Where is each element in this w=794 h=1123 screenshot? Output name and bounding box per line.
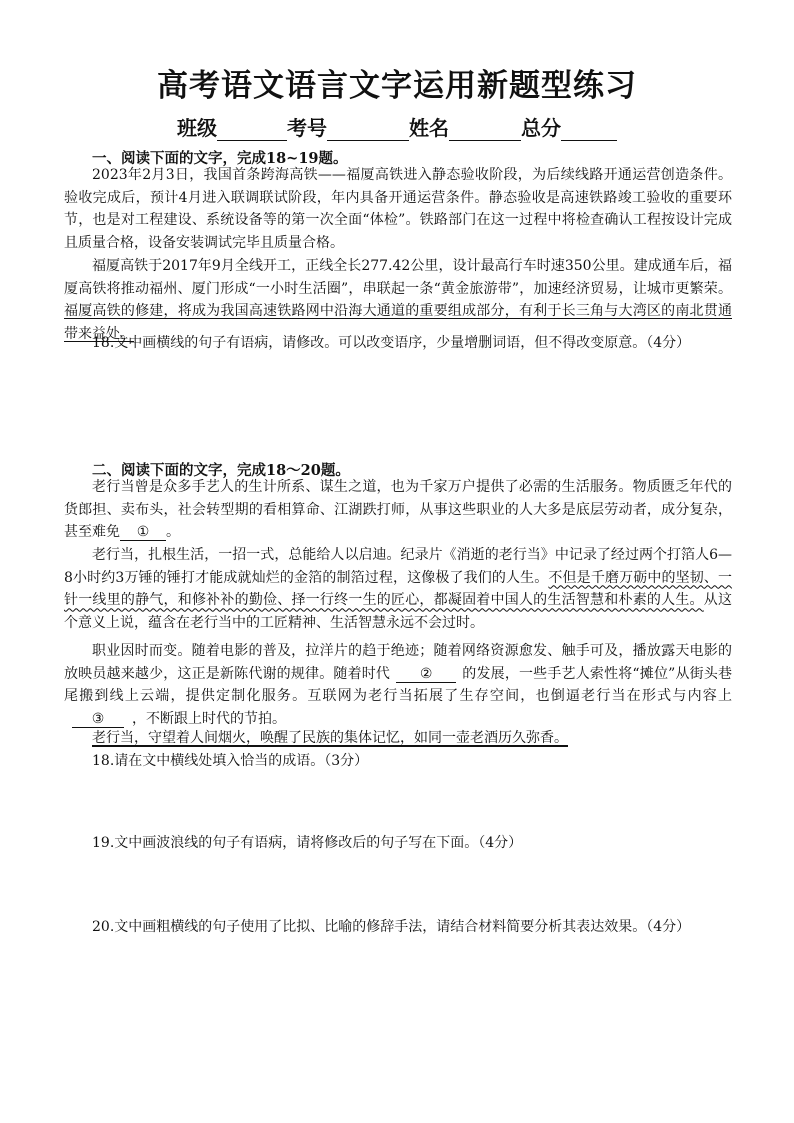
question-20: 20.文中画粗横线的句子使用了比拟、比喻的修辞手法，请结合材料简要分析其表达效果。（4分） (92, 919, 691, 935)
section2-p1-end: 。 (166, 524, 180, 541)
score-blank[interactable] (561, 122, 617, 141)
section1-heading: 一、阅读下面的文字，完成18~19题。 (92, 150, 348, 167)
section2-paragraph-4 (64, 727, 732, 750)
wavy-underlined-sentence: 不但是千磨万砺中的坚韧、一针一线里的静气，和修补补的勤俭、择一行终一生的匠心，都凝固着中国人的生活智慧和朴素的人生。 (64, 569, 733, 609)
section2-paragraph-1 (64, 476, 732, 544)
section1-p2-text: 福厦高铁于2017年9月全线开工，正线全长277.42公里，设计最高行车时速350公里。建成通车后，福厦高铁将推动福州、厦门形成“一小时生活圈”，串联起一条“黄金旅游带”，加速经济贸易，让城市更繁荣。 (64, 258, 732, 297)
section2-p1-text: 老行当曾是众多手艺人的生计所系、谋生之道，也为千家万户提供了必需的生活服务。物质匮乏年代的货郎担、卖布头，社会转型期的看相算命、江湖跌打师，从事这些职业的人大多是底层劳动者，成分复杂，甚至难免 (64, 479, 732, 541)
number-label: 考号 (287, 116, 327, 140)
section1-paragraph-1 (64, 164, 732, 255)
number-blank[interactable] (327, 122, 409, 141)
name-blank[interactable] (449, 122, 521, 141)
section2-p2-end: 从这个意义上说，蕴含在老行当中的工匠精神、生活智慧永远不会过时。 (64, 592, 732, 632)
fill-blank-3[interactable]: ③ (72, 711, 124, 728)
section2-p3-text-b: 的发展，一些手艺人索性将“摊位”从街头巷尾搬到线上云端，提供定制化服务。互联网为老行当拓展了生存空间，也倒逼老行当在形式与内容上 (64, 665, 732, 705)
question-19: 19.文中画波浪线的句子有语病，请将修改后的句子写在下面。（4分） (92, 835, 523, 851)
class-blank[interactable] (217, 122, 287, 141)
fill-blank-2[interactable]: ② (396, 666, 456, 683)
class-label: 班级 (177, 116, 217, 140)
fill-blank-1[interactable]: ① (120, 524, 166, 541)
section2-heading: 二、阅读下面的文字，完成18～20题。 (92, 462, 350, 479)
thick-underlined-sentence: 老行当，守望着人间烟火，唤醒了民族的集体记忆，如同一壶老酒历久弥香。 (92, 730, 568, 746)
section2-paragraph-2 (64, 544, 732, 635)
page-title: 高考语文语言文字运用新题型练习 (157, 68, 637, 104)
section2-p3-text-a: 职业因时而变。随着电影的普及，拉洋片的趋于绝迹；随着网络资源愈发、触手可及，播放露天电影的放映员越来越少，这正是新陈代谢的规律。随着时代 (64, 643, 732, 682)
student-info-line (0, 112, 794, 141)
question-18-section2: 18.请在文中横线处填入恰当的成语。（3分） (92, 753, 369, 769)
underlined-sentence: 福厦高铁的修建，将成为我国高速铁路网中沿海大通道的重要组成部分，有利于长三角与大湾区的南北贯通带来益处。 (64, 303, 732, 343)
section2-p3-text-c: ，不断跟上时代的节拍。 (132, 711, 286, 728)
score-label: 总分 (521, 116, 561, 140)
section2-paragraph-3 (64, 640, 732, 731)
question-18-section1: 18.文中画横线的句子有语病，请修改。可以改变语序，少量增删词语，但不得改变原意。（4分） (92, 335, 691, 351)
name-label: 姓名 (409, 116, 449, 140)
section1-p1-text: 2023年2月3日，我国首条跨海高铁——福厦高铁进入静态验收阶段，为后续线路开通运营创造条件。验收完成后，预计4月进入联调联试阶段，年内具备开通运营条件。静态验收是高速铁路竣工验收的重要环节，也是对工程建设、系统设备等的第一次全面“体检”。铁路部门在这一过程中将检查确认工程按设计完成且质量合格，设备安装调试完毕且质量合格。 (64, 167, 732, 252)
section2-p2-text: 老行当，扎根生活，一招一式，总能给人以启迪。纪录片《消逝的老行当》中记录了经过两个打箔人6—8小时约3万锤的锤打才能成就灿烂的金箔的制箔过程，这像极了我们的人生。 (64, 547, 732, 586)
